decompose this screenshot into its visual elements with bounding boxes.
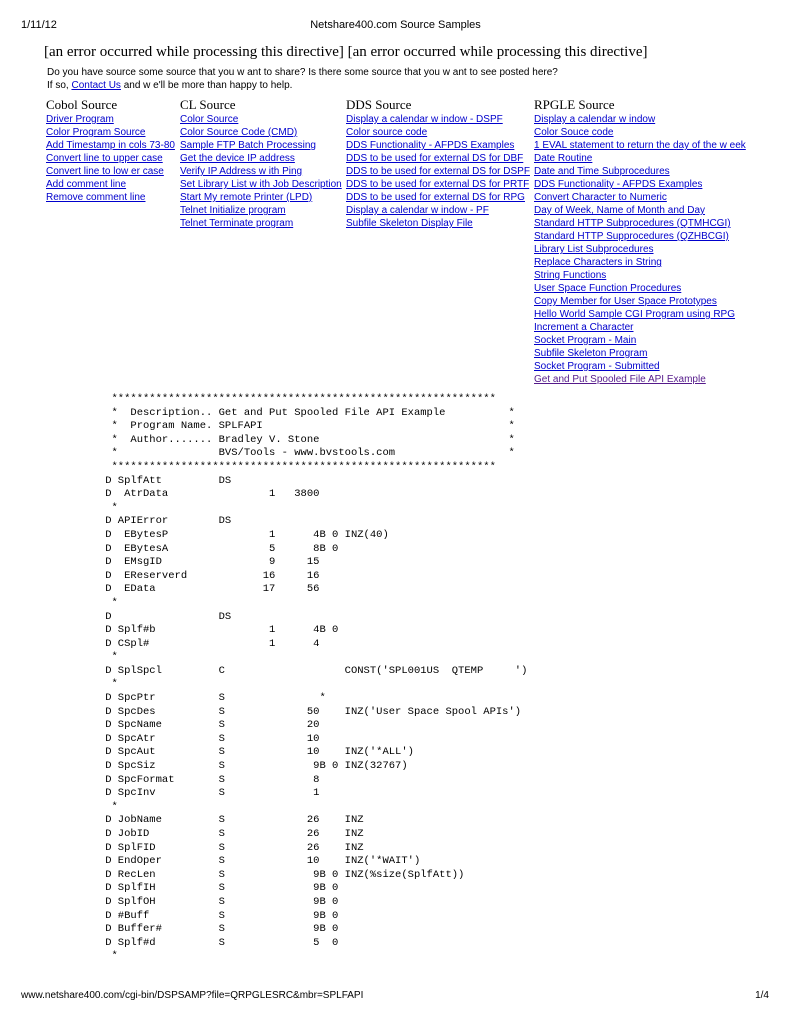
intro-line-1: Do you have source some source that you w ant to share? Is there some source that you w ant to see posted here? bbox=[47, 67, 558, 78]
source-link-item bbox=[534, 256, 746, 269]
cl-source-links bbox=[180, 113, 342, 230]
source-link-item bbox=[346, 152, 530, 165]
source-link-item bbox=[346, 126, 530, 139]
source-link[interactable]: Display a calendar w indow bbox=[534, 114, 656, 125]
source-link-item bbox=[180, 152, 342, 165]
source-link-item bbox=[46, 191, 175, 204]
cl-source-column bbox=[180, 97, 342, 230]
source-link-item bbox=[46, 113, 175, 126]
source-link[interactable]: Sample FTP Batch Processing bbox=[180, 140, 316, 151]
source-link-item bbox=[46, 126, 175, 139]
source-link[interactable]: Increment a Character bbox=[534, 322, 634, 333]
source-link-item bbox=[346, 191, 530, 204]
source-link-item bbox=[46, 178, 175, 191]
intro-suffix: and w e'll be more than happy to help. bbox=[123, 80, 293, 91]
source-link-item bbox=[534, 282, 746, 295]
source-link[interactable]: Driver Program bbox=[46, 114, 114, 125]
source-link[interactable]: Date and Time Subprocedures bbox=[534, 166, 670, 177]
source-link[interactable]: DDS Functionality - AFPDS Examples bbox=[534, 179, 703, 190]
source-link[interactable]: DDS Functionality - AFPDS Examples bbox=[346, 140, 515, 151]
source-link-item bbox=[346, 165, 530, 178]
source-link-item bbox=[46, 152, 175, 165]
source-link[interactable]: Convert line to low er case bbox=[46, 166, 164, 177]
source-code-listing: ************************************************************* * Description.. Get and Put Spooled File API Example * * Program Name. SPLFAPI * * Author....... Bradley V. Stone * * BVS/Tools - www.bvstools.com * ************************************************************* D SplfAtt DS D AtrData 1 3800 * D APIError DS D EBytesP 1 4B 0 INZ(40) D EBytesA 5 8B 0 D EMsgID 9 15 D EReserverd 16 16 D EData 17 56 * D DS D Splf#b 1 4B 0 D CSpl# 1 4 * D SplSpcl C CONST('SPL001US QTEMP ') * D SpcPtr S * D SpcDes S 50 INZ('User Space Spool APIs') D SpcName S 20 D SpcAtr S 10 D SpcAut S 10 INZ('*ALL') D SpcSiz S 9B 0 INZ(32767) D SpcFormat S 8 D SpcInv S 1 * D JobName S 26 INZ D JobID S 26 INZ D SplFID S 26 INZ D EndOper S 10 INZ('*WAIT') D RecLen S 9B 0 INZ(%size(SplfAtt)) D SplfIH S 9B 0 D SplfOH S 9B 0 D #Buff S 9B 0 D Buffer# S 9B 0 D Splf#d S 5 0 * bbox=[105, 393, 528, 963]
source-link[interactable]: Color source code bbox=[346, 127, 428, 138]
source-link[interactable]: Telnet Initialize program bbox=[180, 205, 286, 216]
source-link[interactable]: Remove comment line bbox=[46, 192, 146, 203]
source-link[interactable]: String Functions bbox=[534, 270, 607, 281]
print-title: Netshare400.com Source Samples bbox=[310, 19, 481, 31]
source-link-item bbox=[346, 204, 530, 217]
source-link-item bbox=[534, 165, 746, 178]
source-link-item bbox=[534, 230, 746, 243]
source-link-item bbox=[534, 295, 746, 308]
source-link[interactable]: DDS to be used for external DS for RPG bbox=[346, 192, 525, 203]
source-link-item bbox=[180, 191, 342, 204]
source-link[interactable]: Convert Character to Numeric bbox=[534, 192, 667, 203]
source-link[interactable]: Color Source Code (CMD) bbox=[180, 127, 298, 138]
source-link-item bbox=[534, 321, 746, 334]
source-link-item bbox=[180, 113, 342, 126]
source-link[interactable]: Day of Week, Name of Month and Day bbox=[534, 205, 706, 216]
source-link-item bbox=[534, 347, 746, 360]
source-link-item bbox=[534, 308, 746, 321]
source-link[interactable]: Color Souce code bbox=[534, 127, 614, 138]
source-link[interactable]: Display a calendar w indow - DSPF bbox=[346, 114, 503, 125]
source-link[interactable]: DDS to be used for external DS for DBF bbox=[346, 153, 524, 164]
source-link[interactable]: Telnet Terminate program bbox=[180, 218, 294, 229]
source-link-item bbox=[534, 204, 746, 217]
source-link-item bbox=[346, 139, 530, 152]
source-link-item bbox=[534, 126, 746, 139]
source-link[interactable]: Color Source bbox=[180, 114, 239, 125]
source-link[interactable]: Subfile Skeleton Program bbox=[534, 348, 648, 359]
source-link[interactable]: Socket Program - Main bbox=[534, 335, 637, 346]
rpgle-source-links bbox=[534, 113, 746, 386]
source-link[interactable]: Date Routine bbox=[534, 153, 593, 164]
source-link-item bbox=[534, 113, 746, 126]
print-date: 1/11/12 bbox=[21, 19, 57, 31]
source-link-item bbox=[180, 139, 342, 152]
source-link-item bbox=[346, 113, 530, 126]
source-link-item bbox=[534, 139, 746, 152]
source-link[interactable]: Convert line to upper case bbox=[46, 153, 163, 164]
source-link[interactable]: Copy Member for User Space Prototypes bbox=[534, 296, 717, 307]
source-link-item bbox=[534, 178, 746, 191]
source-link[interactable]: Start My remote Printer (LPD) bbox=[180, 192, 313, 203]
dds-source-heading: DDS Source bbox=[346, 97, 412, 112]
source-link-item bbox=[46, 165, 175, 178]
source-link[interactable]: Get and Put Spooled File API Example bbox=[534, 374, 706, 385]
intro-text bbox=[47, 66, 558, 92]
source-link-item bbox=[534, 191, 746, 204]
source-link-item bbox=[534, 243, 746, 256]
source-link-item bbox=[534, 373, 746, 386]
intro-prefix: If so, bbox=[47, 80, 69, 91]
source-link-item bbox=[346, 178, 530, 191]
contact-us-link[interactable]: Contact Us bbox=[71, 80, 121, 91]
source-link-item bbox=[180, 165, 342, 178]
source-link-item bbox=[534, 217, 746, 230]
source-link[interactable]: Display a calendar w indow - PF bbox=[346, 205, 489, 216]
source-link-item bbox=[180, 178, 342, 191]
source-link-item bbox=[346, 217, 530, 230]
source-link-item bbox=[534, 152, 746, 165]
source-link[interactable]: Subfile Skeleton Display File bbox=[346, 218, 473, 229]
source-link[interactable]: Standard HTTP Subprocedures (QTMHCGI) bbox=[534, 218, 731, 229]
source-link-item bbox=[534, 360, 746, 373]
source-link[interactable]: Standard HTTP Supprocedures (QZHBCGI) bbox=[534, 231, 729, 242]
source-link-item bbox=[534, 269, 746, 282]
dds-source-links bbox=[346, 113, 530, 230]
source-link-item bbox=[534, 334, 746, 347]
source-link[interactable]: Replace Characters in String bbox=[534, 257, 662, 268]
source-link[interactable]: 1 EVAL statement to return the day of the w eek bbox=[534, 140, 746, 151]
source-link-item bbox=[180, 126, 342, 139]
cobol-source-heading: Cobol Source bbox=[46, 97, 118, 112]
source-link-item bbox=[180, 204, 342, 217]
print-url: www.netshare400.com/cgi-bin/DSPSAMP?file=QRPGLESRC&mbr=SPLFAPI bbox=[21, 990, 364, 1001]
intro-line-2 bbox=[47, 79, 558, 92]
source-link[interactable]: Color Program Source bbox=[46, 127, 146, 138]
source-link[interactable]: Add Timestamp in cols 73-80 bbox=[46, 140, 175, 151]
source-link[interactable]: Verify IP Address w ith Ping bbox=[180, 166, 303, 177]
rpgle-source-heading: RPGLE Source bbox=[534, 97, 615, 112]
source-link[interactable]: Get the device IP address bbox=[180, 153, 295, 164]
source-link-item bbox=[180, 217, 342, 230]
source-link[interactable]: Hello World Sample CGI Program using RPG bbox=[534, 309, 735, 320]
page-number: 1/4 bbox=[755, 990, 769, 1001]
source-link[interactable]: Set Library List w ith Job Description bbox=[180, 179, 342, 190]
rpgle-source-column bbox=[534, 97, 746, 386]
source-link-item bbox=[46, 139, 175, 152]
cl-source-heading: CL Source bbox=[180, 97, 236, 112]
source-link[interactable]: DDS to be used for external DS for PRTF bbox=[346, 179, 530, 190]
cobol-source-links bbox=[46, 113, 175, 204]
source-link[interactable]: User Space Function Procedures bbox=[534, 283, 682, 294]
source-link[interactable]: Add comment line bbox=[46, 179, 127, 190]
cobol-source-column bbox=[46, 97, 175, 204]
source-link[interactable]: Library List Subprocedures bbox=[534, 244, 654, 255]
error-message: [an error occurred while processing this directive] [an error occurred while processing this directive] bbox=[44, 44, 648, 60]
source-link[interactable]: Socket Program - Submitted bbox=[534, 361, 660, 372]
source-link[interactable]: DDS to be used for external DS for DSPF bbox=[346, 166, 530, 177]
dds-source-column bbox=[346, 97, 530, 230]
